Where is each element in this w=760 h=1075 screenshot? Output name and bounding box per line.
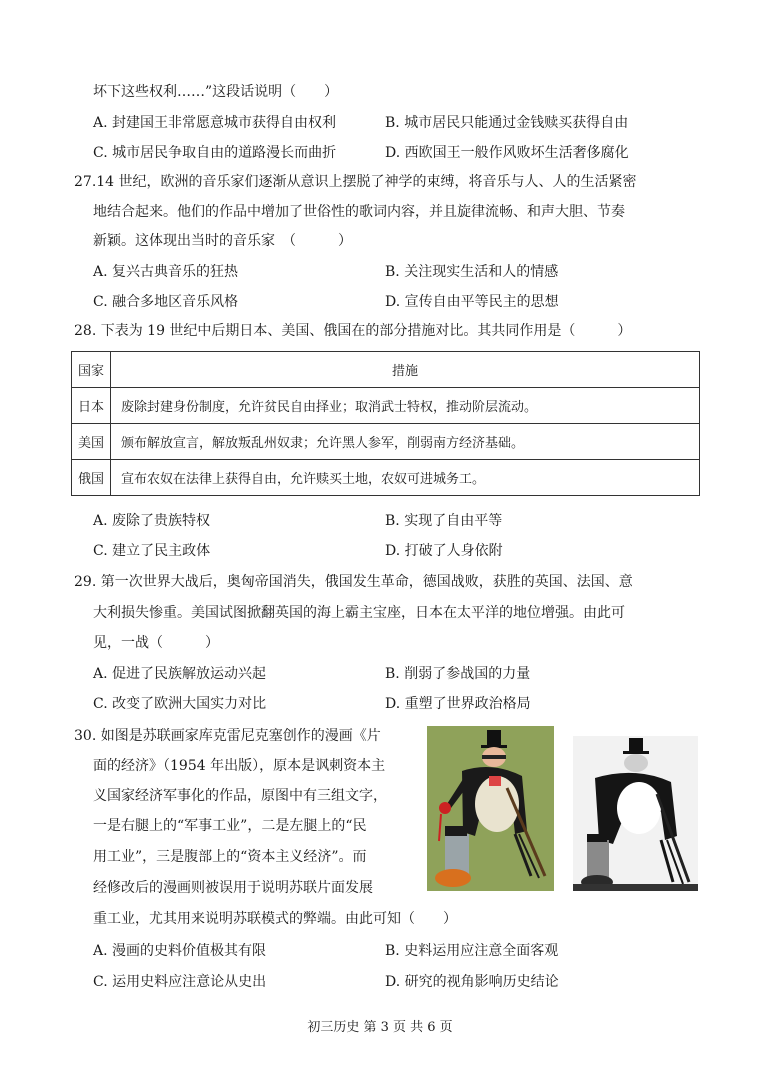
table-header-measure: 措施 bbox=[111, 352, 700, 388]
q26-option-b[interactable]: B. 城市居民只能通过金钱赎买获得自由 bbox=[385, 115, 629, 131]
table-cell-country: 日本 bbox=[72, 388, 111, 424]
table-cell-measure: 颁布解放宣言，解放叛乱州奴隶；允许黑人参军，削弱南方经济基础。 bbox=[111, 424, 700, 460]
q27-option-a[interactable]: A. 复兴古典音乐的狂热 bbox=[93, 264, 239, 280]
table-row bbox=[72, 424, 700, 460]
table-cell-measure: 宣布农奴在法律上获得自由，允许赎买土地，农奴可进城务工。 bbox=[111, 460, 700, 496]
q29-option-d[interactable]: D. 重塑了世界政治格局 bbox=[385, 696, 531, 712]
q29-stem-line-3: 见，一战（ ） bbox=[93, 635, 219, 651]
q29-stem-line-2: 大利损失惨重。美国试图掀翻英国的海上霸主宝座，日本在太平洋的地位增强。由此可 bbox=[93, 605, 625, 621]
q26-option-c[interactable]: C. 城市居民争取自由的道路漫长而曲折 bbox=[93, 145, 337, 161]
table-header-country: 国家 bbox=[72, 352, 111, 388]
q30-option-c[interactable]: C. 运用史料应注意论从史出 bbox=[93, 974, 267, 990]
page-footer: 初三历史 第 3 页 共 6 页 bbox=[307, 1020, 453, 1035]
q26-option-a[interactable]: A. 封建国王非常愿意城市获得自由权利 bbox=[93, 115, 337, 131]
q30-stem-line-3: 义国家经济军事化的作品，原图中有三组文字， bbox=[93, 788, 387, 804]
q27-stem-line-2: 地结合起来。他们的作品中增加了世俗性的歌词内容，并且旋律流畅、和声大胆、节奏 bbox=[93, 204, 625, 220]
table-row bbox=[72, 460, 700, 496]
q30-stem-line-1: 30. 如图是苏联画家库克雷尼克塞创作的漫画《片 bbox=[74, 728, 381, 744]
table-cell-country: 美国 bbox=[72, 424, 111, 460]
q28-option-b[interactable]: B. 实现了自由平等 bbox=[385, 513, 503, 529]
q30-option-a[interactable]: A. 漫画的史料价值极其有限 bbox=[93, 943, 267, 959]
q30-stem-line-2: 面的经济》（1954 年出版），原本是讽刺资本主 bbox=[93, 758, 386, 774]
measures-table bbox=[71, 351, 700, 496]
table-header-row bbox=[72, 352, 700, 388]
q28-stem: 28. 下表为 19 世纪中后期日本、美国、俄国在的部分措施对比。其共同作用是（ ） bbox=[74, 323, 632, 339]
q29-option-c[interactable]: C. 改变了欧洲大国实力对比 bbox=[93, 696, 267, 712]
q28-option-d[interactable]: D. 打破了人身依附 bbox=[385, 543, 503, 559]
q28-option-c[interactable]: C. 建立了民主政体 bbox=[93, 543, 211, 559]
q27-option-b[interactable]: B. 关注现实生活和人的情感 bbox=[385, 264, 559, 280]
q29-stem-line-1: 29. 第一次世界大战后，奥匈帝国消失，俄国发生革命，德国战败，获胜的英国、法国、意 bbox=[74, 574, 633, 590]
table-cell-country: 俄国 bbox=[72, 460, 111, 496]
q26-stem-tail: 坏下这些权利……”这段话说明（ ） bbox=[93, 84, 339, 100]
cartoon-original-image bbox=[427, 726, 554, 891]
q26-option-d[interactable]: D. 西欧国王一般作风败坏生活奢侈腐化 bbox=[385, 145, 629, 161]
q27-stem-line-1: 27.14 世纪，欧洲的音乐家们逐渐从意识上摆脱了神学的束缚，将音乐与人、人的生活紧密 bbox=[74, 174, 637, 190]
q28-option-a[interactable]: A. 废除了贵族特权 bbox=[93, 513, 211, 529]
q30-stem-line-7: 重工业，尤其用来说明苏联模式的弊端。由此可知（ ） bbox=[93, 911, 457, 927]
q30-stem-line-4: 一是右腿上的“军事工业”，二是左腿上的“民 bbox=[93, 818, 367, 834]
q30-option-d[interactable]: D. 研究的视角影响历史结论 bbox=[385, 974, 559, 990]
q29-option-b[interactable]: B. 削弱了参战国的力量 bbox=[385, 666, 531, 682]
table-row bbox=[72, 388, 700, 424]
q30-option-b[interactable]: B. 史料运用应注意全面客观 bbox=[385, 943, 559, 959]
q27-option-c[interactable]: C. 融合多地区音乐风格 bbox=[93, 294, 239, 310]
q27-option-d[interactable]: D. 宣传自由平等民主的思想 bbox=[385, 294, 559, 310]
q30-stem-line-6: 经修改后的漫画则被误用于说明苏联片面发展 bbox=[93, 880, 373, 896]
cartoon-modified-image bbox=[573, 736, 698, 891]
q27-stem-line-3: 新颖。这体现出当时的音乐家 （ ） bbox=[93, 233, 352, 249]
table-cell-measure: 废除封建身份制度，允许贫民自由择业；取消武士特权，推动阶层流动。 bbox=[111, 388, 700, 424]
q29-option-a[interactable]: A. 促进了民族解放运动兴起 bbox=[93, 666, 267, 682]
q30-stem-line-5: 用工业”，三是腹部上的“资本主义经济”。而 bbox=[93, 849, 367, 865]
